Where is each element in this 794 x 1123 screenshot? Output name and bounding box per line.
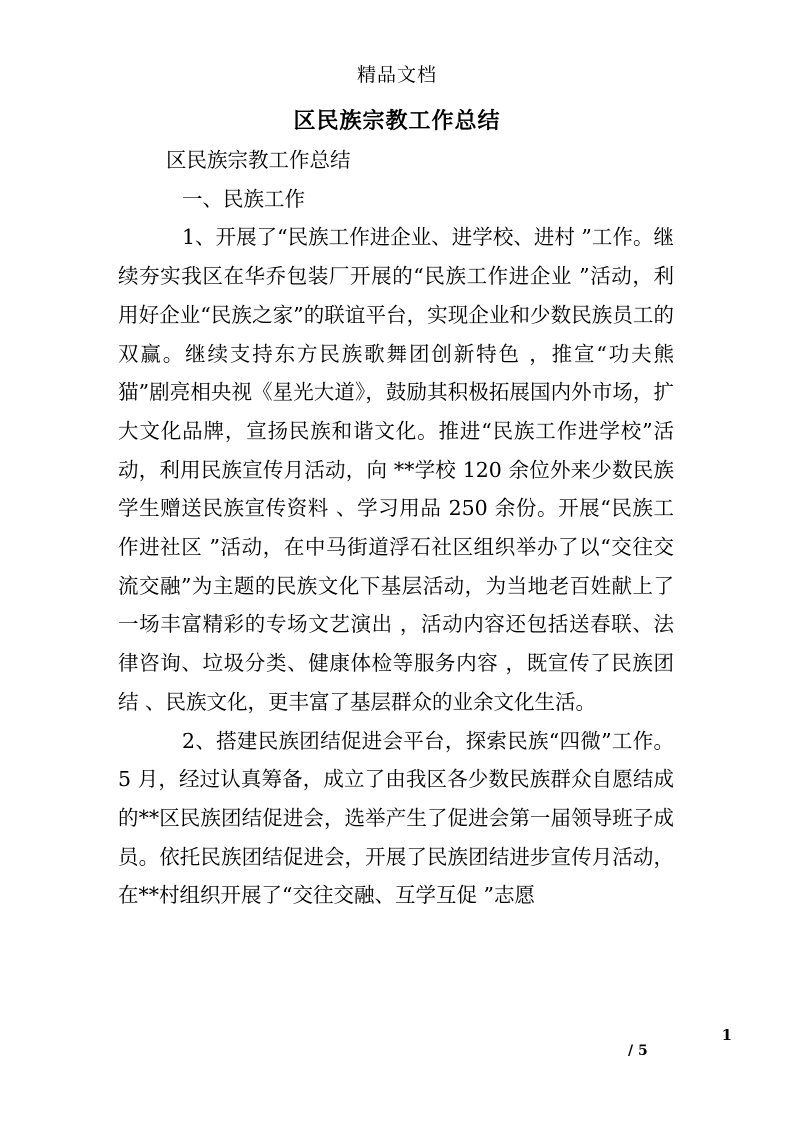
- header-label: 精品文档: [356, 64, 437, 86]
- body-paragraph: 1、开展了“民族工作进企业、进学校、进村 ”工作。继续夯实我区在华乔包装厂开展的“民族工作进企业 ”活动，利用好企业“民族之家”的联谊平台，实现企业和少数民族员工的双赢。继续支持东方民族歌舞团创新特色 ，推宣“功夫熊猫”剧亮相央视《星光大道》，鼓励其积极拓展国内外市场，扩大文化品牌，宣扬民族和谐文化。推进“民族工作进学校”活动，利用民族宣传月活动，向 **学校 120 余位外来少数民族学生赠送民族宣传资料 、学习用品 250 余份。开展“民族工作进社区 ”活动，在中马街道浮石社区组织举办了以“交往交流交融”为主题的民族文化下基层活动，为当地老百姓献上了一场丰富精彩的专场文艺演出 ，活动内容还包括送春联、法律咨询、垃圾分类、健康体检等服务内容 ，既宣传了民族团结 、民族文化，更丰富了基层群众的业余文化生活。: [118, 225, 674, 714]
- subtitle-paragraph: 区民族宗教工作总结: [166, 148, 351, 172]
- page-number: 1: [721, 1026, 732, 1044]
- document-title: 区民族宗教工作总结: [293, 108, 501, 134]
- page-total: / 5: [628, 1043, 648, 1059]
- body-paragraph: 2、搭建民族团结促进会平台，探索民族“四微”工作。5 月，经过认真筹备，成立了由我区各少数民族群众自愿结成的**区民族团结促进会，选举产生了促进会第一届领导班子成员。依托民族团结促进会，开展了民族团结进步宣传月活动，在**村组织开展了“交往交融、互学互促 ”志愿: [118, 728, 674, 908]
- document-body: [118, 141, 674, 915]
- section-heading: 一、民族工作: [182, 186, 305, 211]
